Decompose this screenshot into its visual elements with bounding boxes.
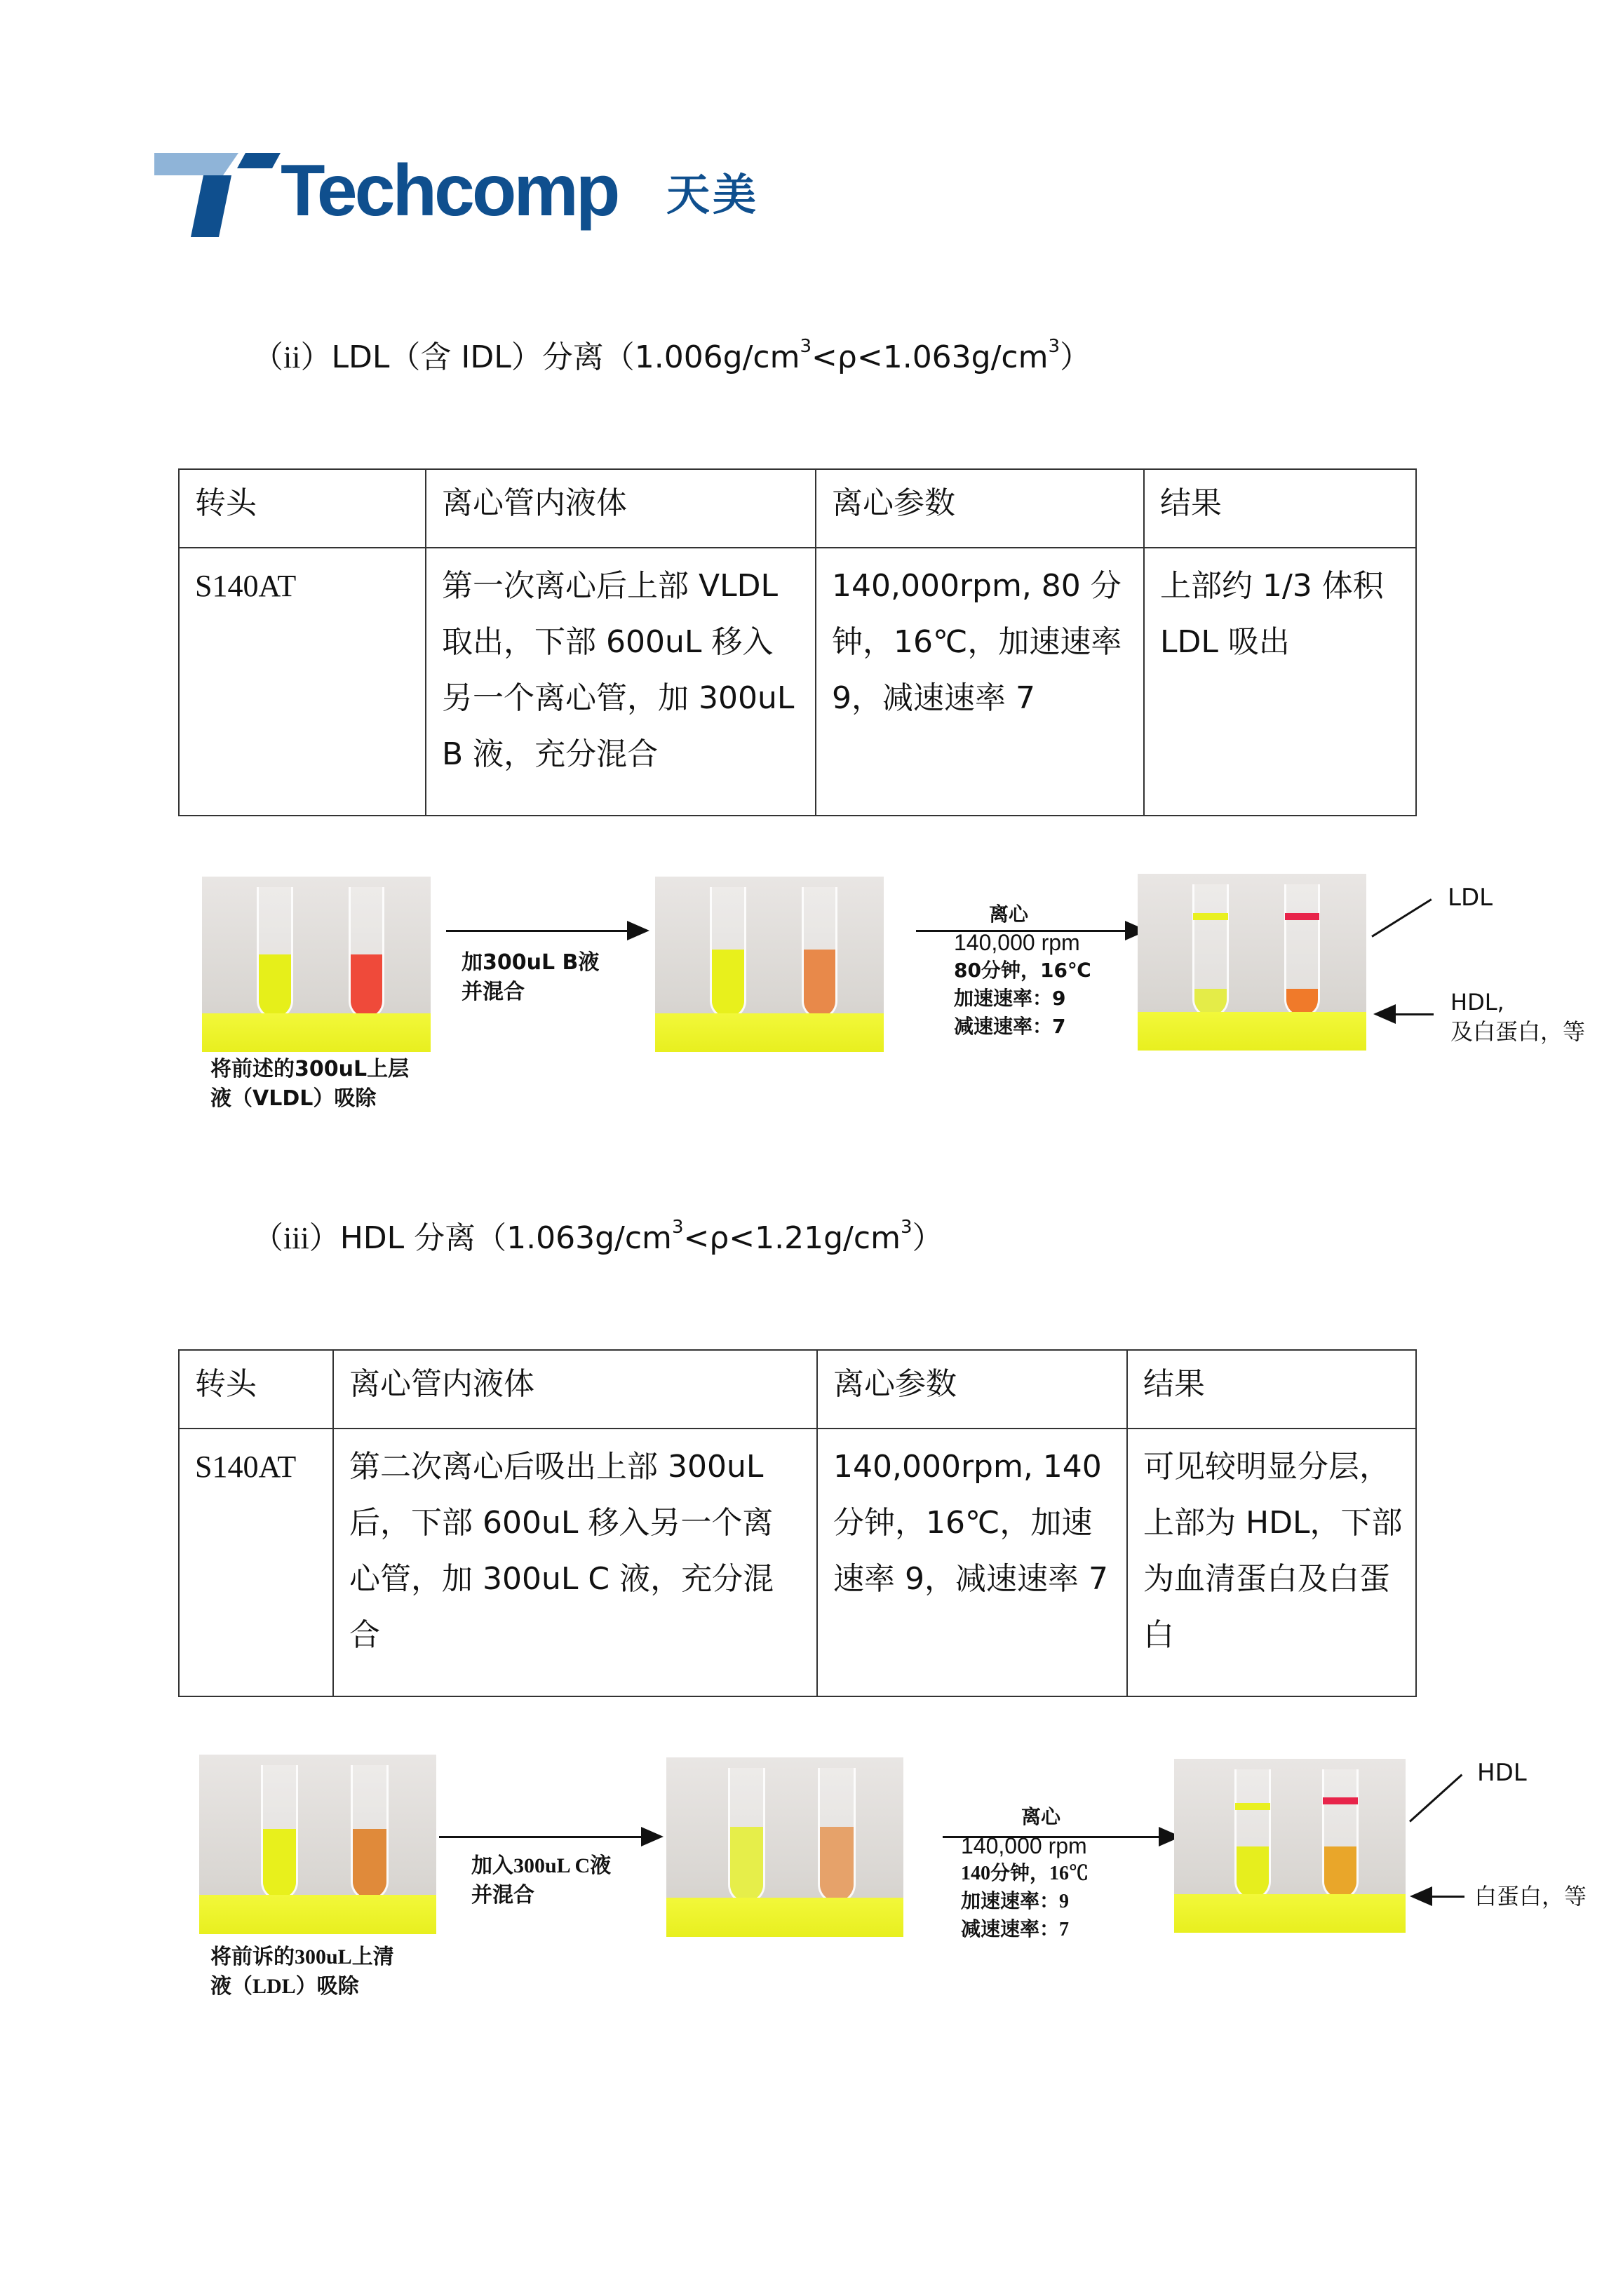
heading-end: ） bbox=[912, 1220, 943, 1256]
table-cell: 第一次离心后上部 VLDL 取出，下部 600uL 移入另一个离心管，加 300uL B 液，充分混合 bbox=[426, 548, 816, 816]
header-cell: 结果 bbox=[1144, 469, 1416, 548]
label-line: HDL, bbox=[1450, 989, 1504, 1015]
step1-caption bbox=[210, 1943, 394, 2001]
heading-prefix: （iii） bbox=[252, 1221, 340, 1255]
header-cell: 离心管内液体 bbox=[333, 1350, 817, 1429]
step1-caption bbox=[210, 1055, 409, 1114]
caption-line: 减速速率：7 bbox=[961, 1919, 1070, 1940]
heading-text: LDL（含 IDL）分离（1.006g/cm bbox=[331, 339, 800, 375]
step3-caption bbox=[961, 1804, 1089, 1944]
section-2-table bbox=[178, 468, 1417, 816]
arrow-icon bbox=[439, 1836, 642, 1838]
table-cell: 上部约 1/3 体积 LDL 吸出 bbox=[1144, 548, 1416, 816]
tube-rack bbox=[1138, 1012, 1366, 1051]
header-cell: 转头 bbox=[179, 469, 426, 548]
section-3-heading bbox=[252, 1217, 943, 1260]
arrow-head-icon bbox=[627, 921, 649, 940]
heading-prefix: （ii） bbox=[252, 340, 332, 374]
caption-line: 并混合 bbox=[471, 1884, 534, 1907]
logo-chinese: 天美 bbox=[666, 169, 760, 220]
lipoprotein-band bbox=[1193, 913, 1228, 920]
step2-caption bbox=[471, 1851, 611, 1910]
superscript: 3 bbox=[671, 1217, 684, 1238]
caption-line: 将前诉的300uL上清 bbox=[210, 1945, 394, 1969]
label-hdl-albumin bbox=[1450, 987, 1585, 1046]
tube-rack bbox=[199, 1895, 436, 1934]
label-ldl: LDL bbox=[1448, 884, 1493, 912]
superscript: 3 bbox=[900, 1217, 912, 1238]
caption-line: 将前述的300uL上层 bbox=[210, 1057, 410, 1081]
lipoprotein-band bbox=[1235, 1803, 1270, 1810]
heading-text: HDL 分离（1.063g/cm bbox=[339, 1220, 672, 1256]
caption-line: 液（VLDL）吸除 bbox=[210, 1086, 377, 1111]
table-header-row bbox=[179, 469, 1416, 548]
tube-photo bbox=[666, 1757, 903, 1937]
superscript: 3 bbox=[800, 336, 812, 357]
logo-word: Techcomp bbox=[281, 150, 618, 231]
table-cell: 可见较明显分层，上部为 HDL，下部为血清蛋白及白蛋白 bbox=[1127, 1429, 1416, 1696]
table-row bbox=[179, 1429, 1416, 1696]
arrow-icon bbox=[1431, 1896, 1464, 1898]
section-2-heading bbox=[252, 337, 1091, 379]
table-row bbox=[179, 548, 1416, 816]
caption-line: 加入300uL C液 bbox=[471, 1854, 612, 1877]
caption-line: 140,000 rpm bbox=[954, 930, 1080, 955]
header-cell: 离心管内液体 bbox=[426, 469, 816, 548]
heading-end: ） bbox=[1060, 339, 1091, 375]
lipoprotein-band bbox=[1285, 913, 1320, 920]
tube-rack bbox=[655, 1013, 884, 1052]
caption-line: 液（LDL）吸除 bbox=[210, 1975, 359, 1998]
test-tube bbox=[349, 887, 385, 1019]
caption-line: 加速速率：9 bbox=[961, 1891, 1070, 1912]
tube-rack bbox=[1174, 1894, 1406, 1933]
tube-photo bbox=[1138, 874, 1366, 1051]
header-cell: 转头 bbox=[179, 1350, 333, 1429]
test-tube bbox=[1192, 884, 1229, 1017]
arrow-icon bbox=[1394, 1013, 1434, 1015]
section-3-table bbox=[178, 1349, 1417, 1697]
table-cell: S140AT bbox=[179, 548, 426, 816]
test-tube bbox=[261, 1765, 298, 1900]
test-tube bbox=[1234, 1769, 1271, 1900]
step2-caption bbox=[462, 948, 599, 1007]
arrow-head-icon bbox=[641, 1827, 664, 1846]
test-tube bbox=[818, 1768, 855, 1903]
caption-line: 加速速率：9 bbox=[954, 987, 1066, 1010]
label-line: 及白蛋白，等 bbox=[1450, 1018, 1586, 1045]
caption-line: 140,000 rpm bbox=[961, 1833, 1087, 1858]
heading-mid: <ρ<1.21g/cm bbox=[683, 1220, 901, 1256]
tube-photo bbox=[199, 1755, 436, 1934]
test-tube bbox=[728, 1768, 765, 1903]
header-cell: 结果 bbox=[1127, 1350, 1416, 1429]
pointer-line-icon bbox=[1371, 898, 1432, 938]
test-tube bbox=[351, 1765, 388, 1900]
tube-photo bbox=[655, 877, 884, 1052]
test-tube bbox=[257, 887, 293, 1019]
techcomp-logo bbox=[154, 147, 786, 245]
step3-caption bbox=[954, 900, 1091, 1041]
table-cell: S140AT bbox=[179, 1429, 333, 1696]
table-cell: 第二次离心后吸出上部 300uL 后，下部 600uL 移入另一个离心管，加 300uL C 液，充分混合 bbox=[333, 1429, 817, 1696]
test-tube bbox=[1284, 884, 1321, 1017]
tube-photo bbox=[202, 877, 431, 1052]
arrow-head-icon bbox=[1373, 1004, 1396, 1024]
caption-line: 加300uL B液 bbox=[462, 950, 600, 975]
lipoprotein-band bbox=[1323, 1797, 1358, 1804]
caption-line: 80分钟，16℃ bbox=[954, 959, 1091, 982]
header-cell: 离心参数 bbox=[816, 469, 1144, 548]
heading-mid: <ρ<1.063g/cm bbox=[812, 339, 1049, 375]
caption-line: 减速速率：7 bbox=[954, 1015, 1066, 1038]
table-cell: 140,000rpm, 80 分钟，16℃，加速速率 9，减速速率 7 bbox=[816, 548, 1144, 816]
caption-line: 并混合 bbox=[462, 980, 525, 1004]
logo-mark-icon bbox=[154, 147, 281, 238]
caption-line: 离心 bbox=[989, 903, 1029, 926]
table-cell: 140,000rpm, 140 分钟，16℃，加速速率 9，减速速率 7 bbox=[817, 1429, 1127, 1696]
superscript: 3 bbox=[1048, 336, 1060, 357]
caption-line: 离心 bbox=[1021, 1807, 1061, 1828]
arrow-head-icon bbox=[1410, 1886, 1432, 1906]
test-tube bbox=[710, 887, 746, 1019]
pointer-line-icon bbox=[1409, 1774, 1462, 1822]
caption-line: 140分钟，16℃ bbox=[961, 1863, 1089, 1884]
tube-photo bbox=[1174, 1759, 1406, 1933]
label-hdl: HDL bbox=[1477, 1759, 1527, 1787]
test-tube bbox=[802, 887, 838, 1019]
arrow-icon bbox=[446, 930, 628, 932]
tube-rack bbox=[202, 1013, 431, 1052]
table-header-row bbox=[179, 1350, 1416, 1429]
label-albumin: 白蛋白，等 bbox=[1474, 1883, 1587, 1910]
header-cell: 离心参数 bbox=[817, 1350, 1127, 1429]
test-tube bbox=[1322, 1769, 1359, 1900]
tube-rack bbox=[666, 1898, 903, 1937]
